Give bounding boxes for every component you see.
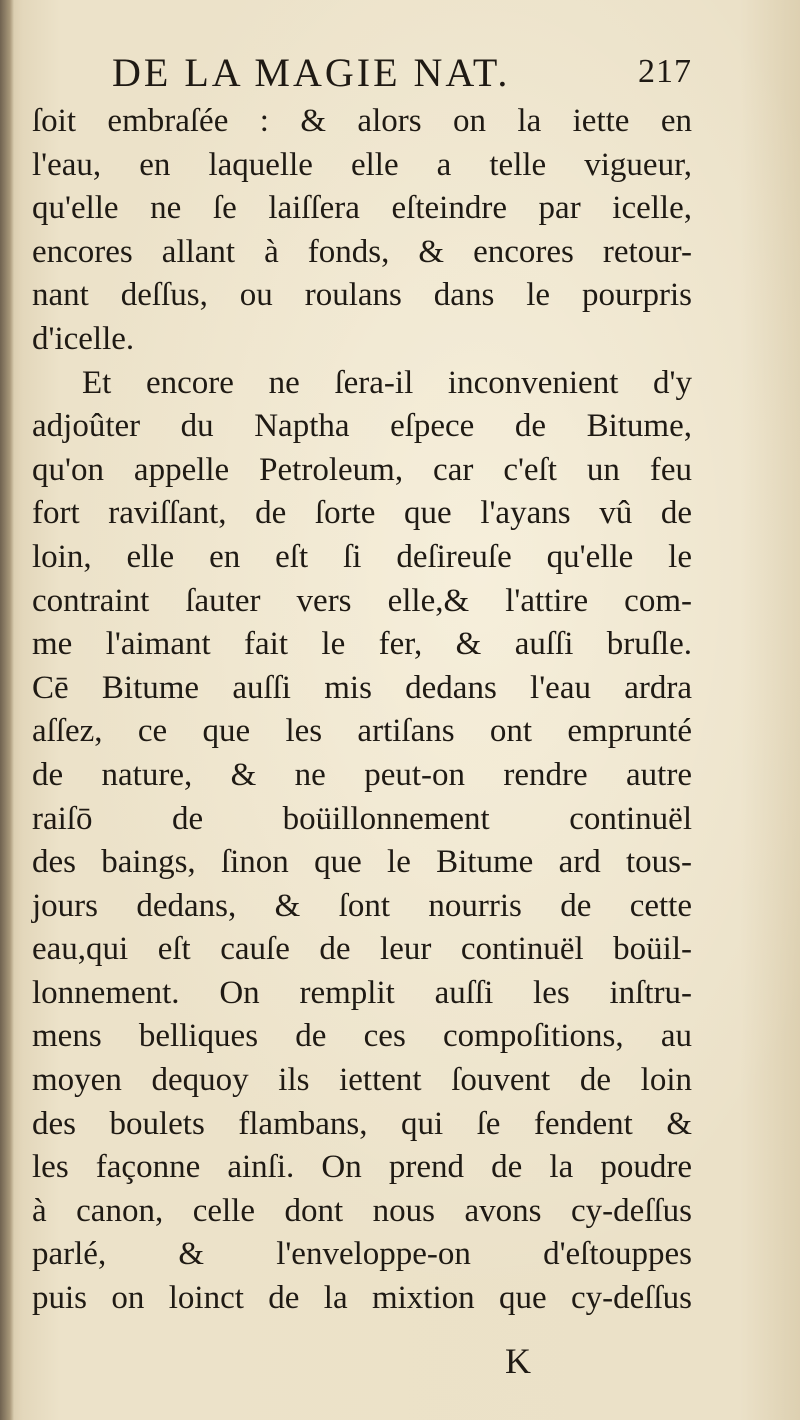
text-line: nant deſſus, ou roulans dans le pourpris <box>32 277 692 314</box>
text-line: des baings, ſinon que le Bitume ard tous- <box>32 844 692 881</box>
text-line: ſoit embraſée : & alors on la iette en <box>32 103 692 139</box>
text-line: des boulets flambans, qui ſe fendent & <box>32 1105 692 1142</box>
text-line: qu'on appelle Petroleum, car c'eſt un feu <box>32 451 692 488</box>
text-line: puis on loinct de la mixtion que cy-deſſus <box>32 1280 692 1317</box>
text-line: encores allant à fonds, & encores retour- <box>32 233 692 270</box>
running-header <box>112 44 692 100</box>
text-line: lonnement. On remplit auſſi les inſtru- <box>32 974 692 1011</box>
text-line: adjoûter du Naptha eſpece de Bitume, <box>32 408 692 445</box>
catchword: K <box>505 1341 531 1381</box>
text-line: l'eau, en laquelle elle a telle vigueur, <box>32 146 692 183</box>
text-line: aſſez, ce que les artiſans ont emprunté <box>32 713 692 750</box>
text-line: moyen dequoy ils iettent ſouvent de loin <box>32 1062 692 1099</box>
text-line: de nature, & ne peut-on rendre autre <box>32 756 692 793</box>
text-line: mens belliques de ces compoſitions, au <box>32 1018 692 1055</box>
running-title: DE LA MAGIE NAT. <box>112 49 511 95</box>
text-line: qu'elle ne ſe laiſſera eſteindre par icelle, <box>32 190 692 227</box>
text-line: contraint ſauter vers elle,& l'attire com- <box>32 582 692 619</box>
text-line: loin, elle en eſt ſi deſireuſe qu'elle le <box>32 538 692 575</box>
text-line: d'icelle. <box>32 320 135 357</box>
text-line: parlé, & l'enveloppe-on d'eſtouppes <box>32 1236 692 1273</box>
text-line: Et encore ne ſera-il inconvenient d'y <box>82 364 692 401</box>
text-line: eau,qui eſt cauſe de leur continuël boüil- <box>32 931 692 968</box>
binding-gutter <box>0 0 14 1420</box>
text-line: me l'aimant fait le fer, & auſſi bruſle. <box>32 626 692 663</box>
text-line: fort raviſſant, de ſorte que l'ayans vû de <box>32 495 692 532</box>
body-text <box>32 100 692 1321</box>
text-line: Cē Bitume auſſi mis dedans l'eau ardra <box>32 669 692 706</box>
text-line: jours dedans, & ſont nourris de cette <box>32 887 692 924</box>
page-number: 217 <box>638 53 692 90</box>
text-line: raiſō de boüillonnement continuël <box>32 800 692 837</box>
text-line: les façonne ainſi. On prend de la poudre <box>32 1149 692 1186</box>
text-line: à canon, celle dont nous avons cy-deſſus <box>32 1192 692 1229</box>
